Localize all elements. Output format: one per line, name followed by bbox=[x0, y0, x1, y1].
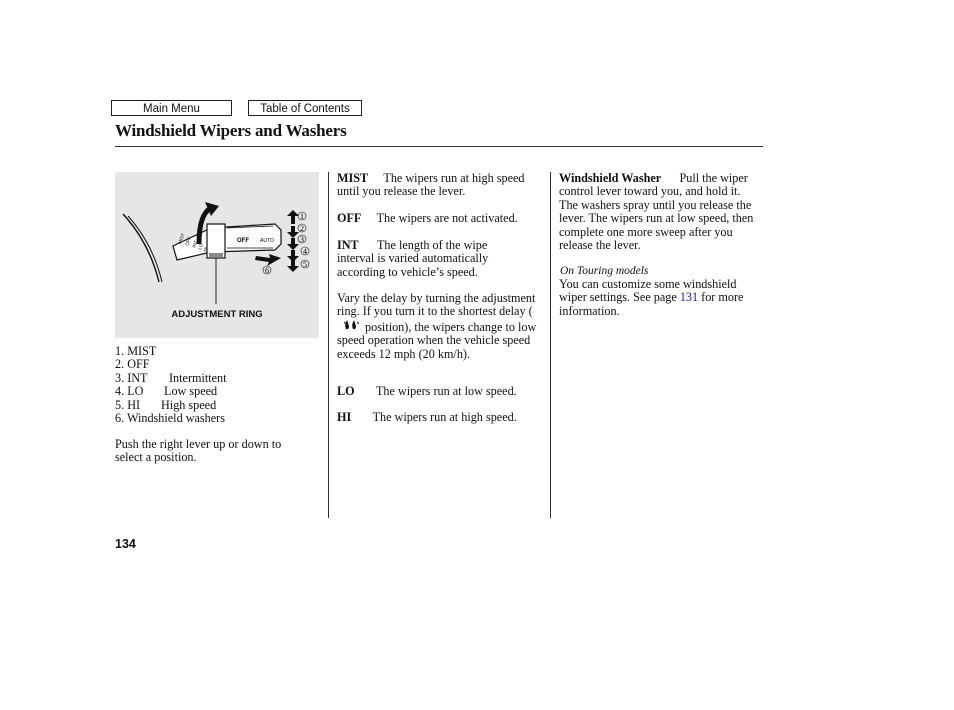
callout-6: 6 bbox=[265, 266, 269, 275]
lever-label-off: OFF bbox=[237, 238, 249, 244]
lo-description: LO The wipers run at low speed. bbox=[337, 384, 517, 398]
position-legend bbox=[115, 345, 325, 425]
lever-label-lo: LO bbox=[197, 242, 204, 251]
legend-item: 3. INT Intermittent bbox=[115, 370, 227, 385]
wiper-lever-figure bbox=[115, 172, 319, 338]
mist-description: MIST The wipers run at high speed until you release the lever. bbox=[337, 171, 525, 199]
legend-item: 4. LO Low speed bbox=[115, 384, 218, 399]
callout-2: 2 bbox=[300, 224, 304, 233]
callout-4: 4 bbox=[303, 247, 307, 256]
lever-label-off2: OFF bbox=[184, 236, 193, 247]
main-menu-button[interactable]: Main Menu bbox=[111, 100, 232, 116]
legend-item: 6. Windshield washers bbox=[115, 410, 225, 425]
vary-delay-paragraph: Vary the delay by turning the adjustment ring. If you turn it to the shortest delay (position), the wipers change to low speed operation when the vehicle speed exceeds 12 mph (20 km/h). bbox=[337, 291, 537, 361]
wiper-mist-icon bbox=[337, 319, 365, 334]
page-title: Windshield Wipers and Washers bbox=[115, 121, 347, 140]
adjustment-ring-shape bbox=[207, 224, 225, 258]
off-description: OFF The wipers are not activated. bbox=[337, 211, 518, 225]
legend-item: 5. HI High speed bbox=[115, 397, 217, 412]
windshield-washer-paragraph: Windshield Washer Pull the wiper control lever toward you, and hold it. The washers spray until you release the lever. The wipers run at low speed, then complete one more sweep after you release the lever. bbox=[559, 171, 754, 253]
callout-3: 3 bbox=[300, 235, 304, 244]
touring-models-note: On Touring models bbox=[560, 265, 649, 277]
title-rule bbox=[115, 146, 763, 147]
column-divider bbox=[328, 172, 329, 518]
int-description: INT The length of the wipe interval is varied automatically according to vehicle’s speed. bbox=[337, 238, 489, 279]
lever-label-mist: MIST bbox=[177, 232, 186, 245]
legend-item: 1. MIST bbox=[115, 344, 157, 358]
lever-label-int: INT bbox=[191, 239, 199, 249]
hi-description: HI The wipers run at high speed. bbox=[337, 410, 517, 424]
lever-label-auto: AUTO bbox=[260, 238, 274, 244]
select-position-paragraph: Push the right lever up or down to select a position. bbox=[115, 437, 282, 465]
figure-caption: ADJUSTMENT RING bbox=[171, 309, 263, 320]
callout-5: 5 bbox=[303, 260, 307, 269]
page-131-link[interactable]: 131 bbox=[679, 290, 699, 305]
page-number: 134 bbox=[115, 537, 136, 551]
column-divider bbox=[550, 172, 551, 518]
callout-1: 1 bbox=[300, 212, 304, 221]
legend-item: 2. OFF bbox=[115, 357, 150, 372]
lever-label-hi: HI bbox=[202, 246, 209, 253]
customize-paragraph: You can customize some windshield wiper settings. See page 131 for more information. bbox=[559, 277, 744, 318]
table-of-contents-button[interactable]: Table of Contents bbox=[248, 100, 362, 116]
